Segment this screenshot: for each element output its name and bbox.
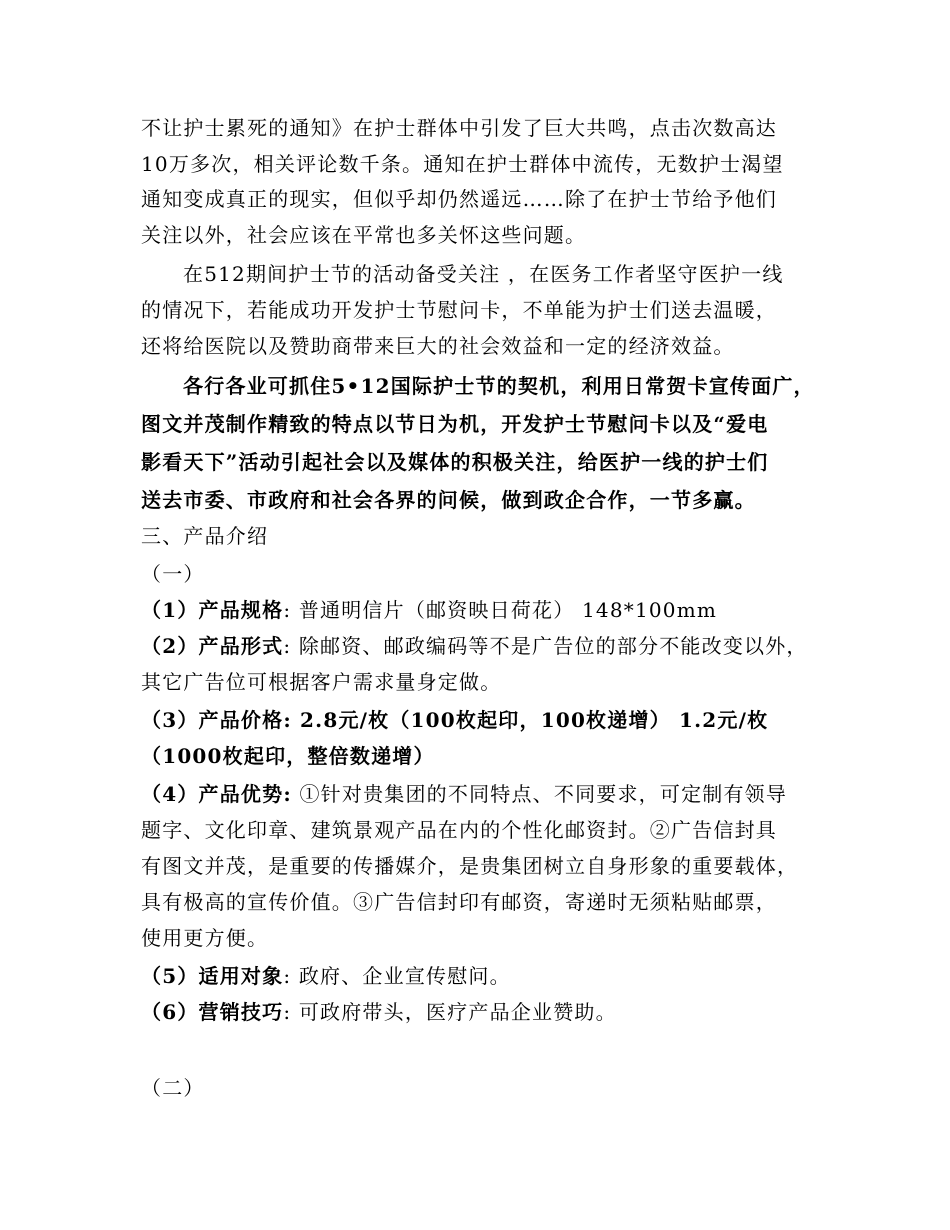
item-form: [141, 632, 808, 662]
paragraph-line: 还将给医院以及赞助商带来巨大的社会效益和一定的经济效益。: [141, 334, 735, 358]
paragraph-line: 通知变成真正的现实，但似乎却仍然遥远……除了在护士节给予他们: [141, 187, 777, 211]
subsection-heading: （一）: [141, 562, 205, 586]
item-text: : 普通明信片（邮资映日荷花） 148*100mm: [283, 598, 718, 622]
item-label: （1）产品规格: [141, 598, 284, 622]
item-label: （4）产品优势:: [141, 782, 292, 806]
paragraph-line: 在512期间护士节的活动备受关注 ，在医务工作者坚守医护一线: [183, 262, 784, 286]
item-price-line2: （1000枚起印，整倍数递增）: [141, 744, 435, 768]
item-text: ①针对贵集团的不同特点、不同要求，可定制有领导: [291, 782, 788, 806]
section-heading: 三、产品介绍: [141, 524, 269, 548]
item-label: （2）产品形式: [141, 634, 284, 658]
item-text: : 政府、企业宣传慰问。: [283, 964, 511, 988]
paragraph-line: 不让护士累死的通知》在护士群体中引发了巨大共鸣，点击次数高达: [141, 116, 777, 140]
item-text: : 除邮资、邮政编码等不是广告位的部分不能改变以外，: [283, 634, 808, 658]
item-advantage-cont: 使用更方便。: [141, 926, 269, 950]
item-advantage: [141, 780, 787, 810]
item-spec: [141, 596, 717, 626]
item-advantage-cont: 题字、文化印章、建筑景观产品在内的个性化邮资封。②广告信封具: [141, 818, 777, 842]
bold-paragraph-line: 影看天下”活动引起社会以及媒体的积极关注，给医护一线的护士们: [141, 450, 769, 474]
item-form-cont: 其它广告位可根据客户需求量身定做。: [141, 670, 502, 694]
item-target: [141, 962, 511, 992]
paragraph-line: 关注以外，社会应该在平常也多关怀这些问题。: [141, 223, 587, 247]
item-advantage-cont: 有图文并茂，是重要的传播媒介，是贵集团树立自身形象的重要载体，: [141, 854, 799, 878]
bold-paragraph-line: 图文并茂制作精致的特点以节日为机，开发护士节慰问卡以及“爱电: [141, 412, 769, 436]
item-text: : 可政府带头，医疗产品企业赞助。: [283, 1000, 617, 1024]
item-advantage-cont: 具有极高的宣传价值。③广告信封印有邮资，寄递时无须粘贴邮票，: [141, 890, 777, 914]
bold-paragraph-line: 各行各业可抓住5•12国际护士节的契机，利用日常贺卡宣传面广，: [183, 374, 815, 398]
item-price-line1: （3）产品价格: 2.8元/枚（100枚起印，100枚递增） 1.2元/枚: [141, 708, 769, 732]
subsection-heading: （二）: [141, 1076, 205, 1100]
item-marketing: [141, 998, 617, 1028]
bold-paragraph-line: 送去市委、市政府和社会各界的问候，做到政企合作，一节多赢。: [141, 488, 756, 512]
item-label: （6）营销技巧: [141, 1000, 284, 1024]
paragraph-line: 的情况下，若能成功开发护士节慰问卡，不单能为护士们送去温暖，: [141, 298, 777, 322]
paragraph-line: 10万多次，相关评论数千条。通知在护士群体中流传，无数护士渴望: [141, 152, 784, 176]
item-label: （5）适用对象: [141, 964, 284, 988]
